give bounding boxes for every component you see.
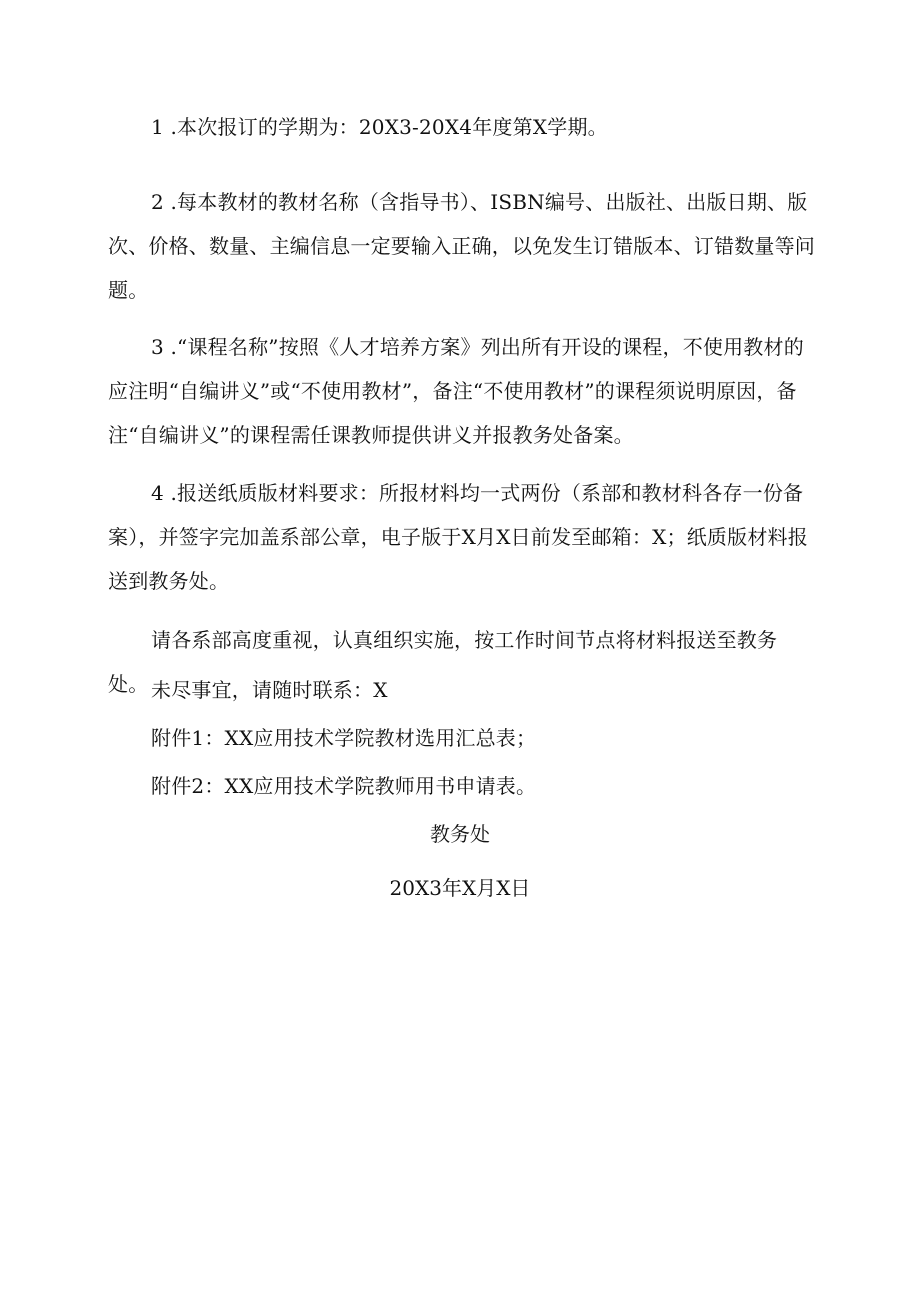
notice-item-2: 2 .每本教材的教材名称（含指导书）、ISBN编号、出版社、出版日期、版次、价格、数量、主编信息一定要输入正确，以免发生订错版本、订错数量等问题。 <box>108 190 815 302</box>
notice-item-1: 1 .本次报订的学期为：20X3-20X4年度第X学期。 <box>151 115 608 139</box>
notice-item-4: 4 .报送纸质版材料要求：所报材料均一式两份（系部和教材科各存一份备案），并签字完加盖系部公章，电子版于X月X日前发至邮箱：X；纸质版材料报送到教务处。 <box>108 481 808 593</box>
signature-department: 教务处 <box>430 822 490 846</box>
contact-line: 未尽事宜，请随时联系：X <box>151 678 388 702</box>
attachment-2: 附件2：XX应用技术学院教师用书申请表。 <box>151 774 537 798</box>
attachment-1: 附件1：XX应用技术学院教材选用汇总表； <box>151 726 537 750</box>
closing-paragraph: 请各系部高度重视，认真组织实施，按工作时间节点将材料报送至教务处。 <box>108 628 778 696</box>
notice-item-3: 3 .“课程名称”按照《人才培养方案》列出所有开设的课程，不使用教材的应注明“自编讲义”或“不使用教材”，备注“不使用教材”的课程须说明原因，备注“自编讲义”的课程需任课教师提供讲义并报教务处备案。 <box>108 335 804 447</box>
signature-date: 20X3年X月X日 <box>389 876 531 900</box>
